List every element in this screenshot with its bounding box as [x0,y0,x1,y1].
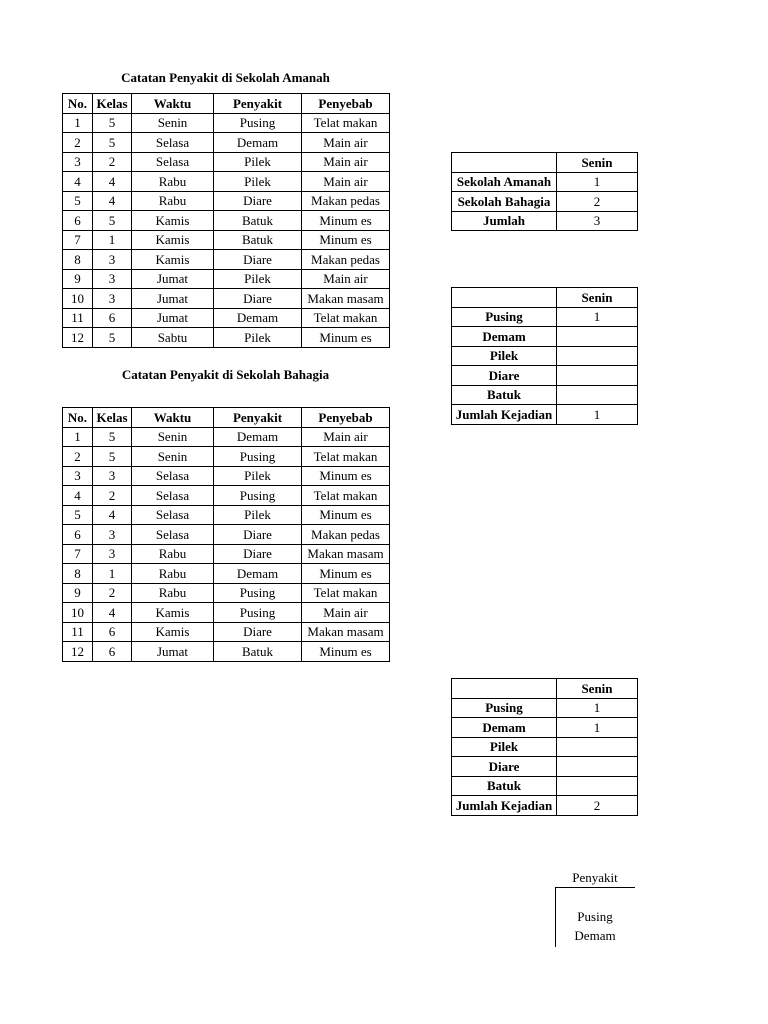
summary-schools-header-row [452,153,638,173]
summary-bahagia-label: Diare [452,757,557,777]
amanah-cell-penyakit: Pilek [214,269,302,289]
bahagia-cell-no: 5 [63,505,93,525]
amanah-cell-kelas: 5 [93,133,132,153]
amanah-cell-penyebab: Minum es [302,211,390,231]
bahagia-cell-no: 2 [63,447,93,467]
bahagia-cell-kelas: 5 [93,427,132,447]
bahagia-cell-no: 10 [63,603,93,623]
amanah-table-row [63,152,390,172]
bahagia-cell-kelas: 4 [93,603,132,623]
bahagia-cell-waktu: Senin [132,447,214,467]
summary-bahagia-row [452,776,638,796]
bahagia-cell-penyebab: Main air [302,427,390,447]
bahagia-cell-penyakit: Demam [214,427,302,447]
summary-bahagia-value [557,776,638,796]
bahagia-cell-no: 8 [63,564,93,584]
summary-schools-row [452,192,638,212]
amanah-col-header-waktu: Waktu [132,94,214,114]
summary-schools-total-value: 3 [557,211,638,231]
bahagia-cell-waktu: Selasa [132,466,214,486]
partial-header: Penyakit [555,868,635,888]
bahagia-cell-waktu: Rabu [132,544,214,564]
amanah-table-row [63,269,390,289]
summary-amanah-value [557,346,638,366]
amanah-cell-waktu: Jumat [132,308,214,328]
amanah-cell-kelas: 2 [93,152,132,172]
amanah-cell-kelas: 3 [93,269,132,289]
summary-amanah-value [557,385,638,405]
amanah-cell-penyakit: Batuk [214,230,302,250]
summary-schools-day: Senin [557,153,638,173]
amanah-cell-kelas: 5 [93,211,132,231]
amanah-cell-penyebab: Main air [302,152,390,172]
summary-bahagia-label: Pilek [452,737,557,757]
amanah-table-row [63,250,390,270]
summary-amanah-total-label: Jumlah Kejadian [452,405,557,425]
bahagia-cell-waktu: Jumat [132,642,214,662]
summary-bahagia-corner [452,679,557,699]
bahagia-cell-kelas: 4 [93,505,132,525]
summary-bahagia-row [452,737,638,757]
amanah-cell-penyebab: Main air [302,269,390,289]
bahagia-cell-penyebab: Minum es [302,466,390,486]
amanah-cell-penyakit: Pilek [214,172,302,192]
amanah-cell-kelas: 5 [93,113,132,133]
bahagia-cell-penyebab: Minum es [302,564,390,584]
bahagia-cell-no: 4 [63,486,93,506]
bahagia-cell-penyebab: Makan masam [302,622,390,642]
amanah-col-header-no: No. [63,94,93,114]
amanah-cell-no: 4 [63,172,93,192]
bahagia-table-row [63,466,390,486]
bahagia-cell-penyebab: Telat makan [302,486,390,506]
summary-amanah-total-value: 1 [557,405,638,425]
bahagia-cell-kelas: 2 [93,583,132,603]
bahagia-cell-kelas: 3 [93,544,132,564]
amanah-cell-no: 11 [63,308,93,328]
summary-amanah-header-row [452,288,638,308]
amanah-cell-kelas: 3 [93,289,132,309]
amanah-cell-waktu: Senin [132,113,214,133]
amanah-cell-waktu: Jumat [132,289,214,309]
bahagia-col-header-no: No. [63,408,93,428]
amanah-cell-waktu: Sabtu [132,328,214,348]
summary-schools-label: Sekolah Bahagia [452,192,557,212]
amanah-table-row [63,113,390,133]
summary-bahagia-value [557,737,638,757]
bahagia-cell-penyakit: Pusing [214,583,302,603]
summary-bahagia-label: Pusing [452,698,557,718]
summary-amanah-label: Pusing [452,307,557,327]
amanah-table-row [63,230,390,250]
summary-amanah-value [557,366,638,386]
bahagia-cell-kelas: 5 [93,447,132,467]
amanah-cell-kelas: 3 [93,250,132,270]
amanah-cell-no: 1 [63,113,93,133]
summary-amanah-row [452,307,638,327]
bahagia-table-row [63,544,390,564]
bahagia-table-row [63,505,390,525]
summary-bahagia-row [452,757,638,777]
bahagia-cell-kelas: 2 [93,486,132,506]
bahagia-table-row [63,622,390,642]
amanah-table-row [63,133,390,153]
bahagia-cell-no: 3 [63,466,93,486]
amanah-table [62,93,390,348]
amanah-cell-penyakit: Demam [214,308,302,328]
summary-amanah-corner [452,288,557,308]
bahagia-cell-penyakit: Pilek [214,466,302,486]
partial-item: Pusing [577,909,613,924]
summary-bahagia-value: 1 [557,718,638,738]
bahagia-cell-no: 12 [63,642,93,662]
amanah-cell-waktu: Rabu [132,191,214,211]
amanah-cell-kelas: 6 [93,308,132,328]
amanah-col-header-penyebab: Penyebab [302,94,390,114]
bahagia-cell-kelas: 3 [93,466,132,486]
bahagia-table-row [63,427,390,447]
bahagia-cell-penyakit: Batuk [214,642,302,662]
bahagia-cell-penyakit: Diare [214,622,302,642]
summary-amanah-day: Senin [557,288,638,308]
bahagia-cell-waktu: Rabu [132,564,214,584]
bahagia-table-row [63,564,390,584]
summary-bahagia-value [557,757,638,777]
summary-amanah-row [452,346,638,366]
amanah-cell-kelas: 1 [93,230,132,250]
bahagia-cell-penyebab: Makan pedas [302,525,390,545]
amanah-cell-waktu: Rabu [132,172,214,192]
bahagia-cell-penyakit: Pusing [214,603,302,623]
summary-amanah-value: 1 [557,307,638,327]
summary-schools-row [452,172,638,192]
bahagia-cell-penyebab: Telat makan [302,447,390,467]
amanah-table-row [63,289,390,309]
amanah-cell-penyebab: Telat makan [302,113,390,133]
bahagia-cell-penyakit: Pusing [214,447,302,467]
amanah-cell-penyebab: Makan masam [302,289,390,309]
amanah-cell-waktu: Kamis [132,211,214,231]
amanah-col-header-penyakit: Penyakit [214,94,302,114]
bahagia-cell-waktu: Rabu [132,583,214,603]
summary-bahagia-header-row [452,679,638,699]
bahagia-cell-penyakit: Pusing [214,486,302,506]
amanah-cell-no: 9 [63,269,93,289]
amanah-cell-penyebab: Telat makan [302,308,390,328]
summary-amanah-label: Demam [452,327,557,347]
amanah-cell-penyakit: Demam [214,133,302,153]
amanah-cell-kelas: 4 [93,172,132,192]
summary-schools-table [451,152,638,231]
summary-bahagia-value: 1 [557,698,638,718]
bahagia-header-row [63,408,390,428]
bahagia-cell-waktu: Selasa [132,486,214,506]
amanah-cell-no: 10 [63,289,93,309]
amanah-cell-kelas: 4 [93,191,132,211]
bahagia-col-header-waktu: Waktu [132,408,214,428]
bahagia-cell-penyebab: Telat makan [302,583,390,603]
summary-amanah-label: Batuk [452,385,557,405]
bahagia-cell-no: 7 [63,544,93,564]
bahagia-cell-penyebab: Minum es [302,505,390,525]
bahagia-table-row [63,447,390,467]
amanah-cell-no: 7 [63,230,93,250]
summary-bahagia-total-value: 2 [557,796,638,816]
partial-item: Demam [574,928,616,943]
bahagia-cell-penyakit: Pilek [214,505,302,525]
bahagia-cell-kelas: 6 [93,622,132,642]
bahagia-table [62,407,390,662]
amanah-cell-penyebab: Minum es [302,230,390,250]
bahagia-table-row [63,603,390,623]
amanah-cell-penyakit: Pusing [214,113,302,133]
bahagia-cell-kelas: 6 [93,642,132,662]
summary-amanah-table [451,287,638,425]
amanah-cell-penyakit: Diare [214,289,302,309]
summary-bahagia-table [451,678,638,816]
amanah-cell-penyakit: Pilek [214,152,302,172]
bahagia-table-row [63,525,390,545]
amanah-table-row [63,211,390,231]
amanah-cell-penyebab: Minum es [302,328,390,348]
amanah-cell-penyakit: Diare [214,191,302,211]
amanah-cell-penyebab: Makan pedas [302,250,390,270]
amanah-cell-waktu: Kamis [132,230,214,250]
summary-schools-corner [452,153,557,173]
amanah-table-row [63,172,390,192]
summary-amanah-row [452,385,638,405]
bahagia-cell-no: 9 [63,583,93,603]
bahagia-cell-penyebab: Makan masam [302,544,390,564]
summary-schools-value: 1 [557,172,638,192]
bahagia-cell-no: 11 [63,622,93,642]
bahagia-cell-penyebab: Main air [302,603,390,623]
summary-bahagia-total-label: Jumlah Kejadian [452,796,557,816]
summary-schools-value: 2 [557,192,638,212]
amanah-title: Catatan Penyakit di Sekolah Amanah [121,70,330,85]
amanah-table-row [63,328,390,348]
amanah-col-header-kelas: Kelas [93,94,132,114]
partial-disease-table [555,868,637,948]
bahagia-title: Catatan Penyakit di Sekolah Bahagia [121,367,330,382]
bahagia-cell-waktu: Selasa [132,505,214,525]
bahagia-table-row [63,486,390,506]
bahagia-cell-penyebab: Minum es [302,642,390,662]
bahagia-cell-waktu: Selasa [132,525,214,545]
amanah-cell-waktu: Selasa [132,133,214,153]
summary-schools-total-label: Jumlah [452,211,557,231]
summary-bahagia-row [452,698,638,718]
summary-amanah-label: Diare [452,366,557,386]
amanah-cell-penyakit: Batuk [214,211,302,231]
amanah-cell-waktu: Selasa [132,152,214,172]
amanah-cell-penyakit: Diare [214,250,302,270]
bahagia-col-header-penyebab: Penyebab [302,408,390,428]
bahagia-cell-kelas: 3 [93,525,132,545]
summary-amanah-total-row [452,405,638,425]
summary-amanah-value [557,327,638,347]
summary-bahagia-row [452,718,638,738]
amanah-cell-penyebab: Main air [302,172,390,192]
summary-amanah-row [452,327,638,347]
amanah-table-row [63,308,390,328]
bahagia-cell-penyakit: Demam [214,564,302,584]
summary-bahagia-label: Batuk [452,776,557,796]
summary-amanah-label: Pilek [452,346,557,366]
amanah-cell-penyebab: Main air [302,133,390,153]
summary-bahagia-total-row [452,796,638,816]
summary-amanah-row [452,366,638,386]
summary-bahagia-label: Demam [452,718,557,738]
summary-bahagia-day: Senin [557,679,638,699]
bahagia-cell-no: 6 [63,525,93,545]
bahagia-col-header-penyakit: Penyakit [214,408,302,428]
amanah-cell-no: 8 [63,250,93,270]
amanah-cell-waktu: Jumat [132,269,214,289]
bahagia-table-row [63,642,390,662]
bahagia-cell-waktu: Kamis [132,622,214,642]
amanah-cell-no: 6 [63,211,93,231]
bahagia-cell-kelas: 1 [93,564,132,584]
summary-schools-label: Sekolah Amanah [452,172,557,192]
summary-schools-total-row [452,211,638,231]
bahagia-cell-waktu: Kamis [132,603,214,623]
amanah-header-row [63,94,390,114]
amanah-cell-waktu: Kamis [132,250,214,270]
bahagia-cell-penyakit: Diare [214,525,302,545]
bahagia-cell-penyakit: Diare [214,544,302,564]
amanah-cell-no: 3 [63,152,93,172]
amanah-cell-no: 5 [63,191,93,211]
bahagia-cell-waktu: Senin [132,427,214,447]
amanah-cell-penyebab: Makan pedas [302,191,390,211]
bahagia-col-header-kelas: Kelas [93,408,132,428]
bahagia-cell-no: 1 [63,427,93,447]
amanah-table-row [63,191,390,211]
bahagia-table-row [63,583,390,603]
amanah-cell-no: 12 [63,328,93,348]
amanah-cell-penyakit: Pilek [214,328,302,348]
amanah-cell-no: 2 [63,133,93,153]
amanah-cell-kelas: 5 [93,328,132,348]
